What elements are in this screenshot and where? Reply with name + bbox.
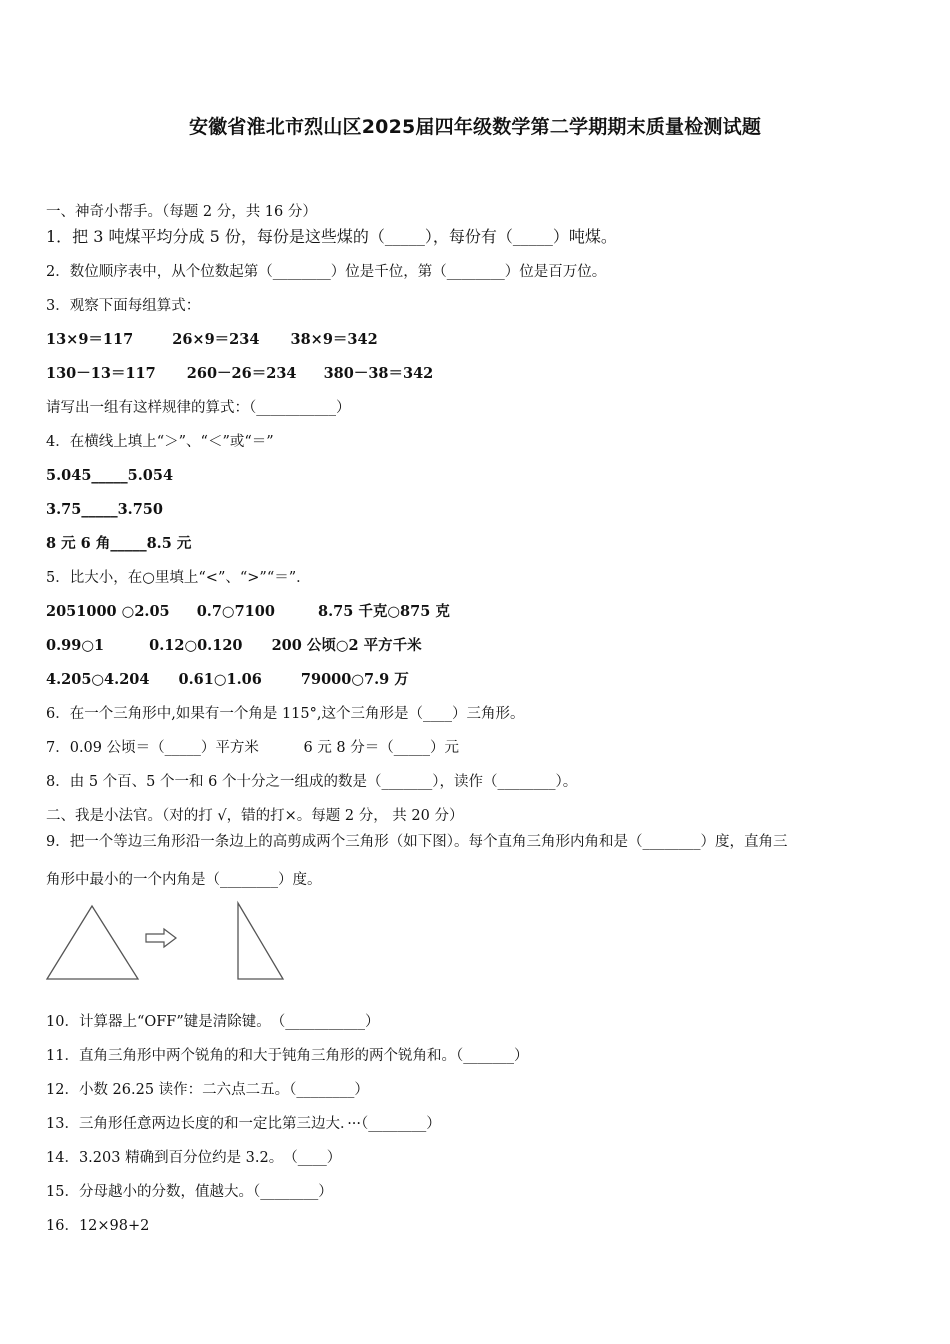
formula: 260－26＝234 [186, 365, 297, 382]
right-triangle [238, 903, 283, 979]
equilateral-triangle [47, 906, 138, 979]
question-7 [46, 738, 459, 758]
compare-item: 4.205○4.204 [46, 671, 150, 688]
question-12: 12．小数 26.25 读作：二六点二五。（________） [46, 1082, 369, 1098]
question-4-item: 5.045_____5.054 [46, 467, 174, 484]
compare-item: 0.7○7100 [196, 603, 275, 620]
question-6: 6．在一个三角形中,如果有一个角是 115°,这个三角形是（____）三角形。 [46, 706, 525, 722]
question-5-row3 [46, 670, 409, 690]
question-11: 11．直角三角形中两个锐角的和大于钝角三角形的两个锐角和。（_______） [46, 1048, 529, 1064]
question-9-line2: 角形中最小的一个内角是（________）度。 [46, 872, 322, 888]
compare-item: 79000○7.9 万 [300, 671, 409, 688]
question-7-part-b: 6 元 8 分＝（_____）元 [303, 740, 460, 756]
page-title: 安徽省淮北市烈山区2025届四年级数学第二学期期末质量检测试题 [188, 116, 762, 138]
question-5-stem: 5．比大小，在○里填上“<”、“>”“＝”． [46, 570, 311, 586]
compare-item: 0.61○1.06 [178, 671, 262, 688]
question-2: 2．数位顺序表中，从个位数起第（________）位是千位，第（________）位是百万位。 [46, 264, 607, 280]
question-5-row1 [46, 602, 450, 622]
question-9-line1: 9．把一个等边三角形沿一条边上的高剪成两个三角形（如下图）。每个直角三角形内角和是（________）度，直角三 [46, 834, 788, 850]
compare-item: 200 公顷○2 平方千米 [271, 637, 422, 654]
compare-item: 2051000 ○2.05 [46, 603, 170, 620]
formula: 380－38＝342 [323, 365, 434, 382]
question-10: 10．计算器上“OFF”键是清除键。 （___________） [46, 1014, 380, 1030]
question-13: 13．三角形任意两边长度的和一定比第三边大．···（________） [46, 1116, 441, 1132]
section1-heading: 一、神奇小帮手。（每题 2 分，共 16 分） [46, 204, 317, 220]
section2-heading: 二、我是小法官。（对的打 √，错的打×。每题 2 分， 共 20 分） [46, 808, 464, 824]
question-15: 15．分母越小的分数，值越大。（________） [46, 1184, 333, 1200]
question-3-row1 [46, 330, 378, 350]
formula: 38×9＝342 [290, 331, 378, 348]
compare-item: 0.12○0.120 [149, 637, 243, 654]
question-4-item: 8 元 6 角_____8.5 元 [46, 535, 192, 552]
question-8: 8．由 5 个百、5 个一和 6 个十分之一组成的数是（_______），读作（________）。 [46, 774, 578, 790]
question-1: 1．把 3 吨煤平均分成 5 份，每份是这些煤的（_____），每份有（_____）吨煤。 [46, 227, 617, 246]
compare-item: 8.75 千克○875 克 [318, 603, 450, 620]
triangle-cut-figure [40, 898, 300, 988]
question-5-row2 [46, 636, 422, 656]
question-3-stem: 3．观察下面每组算式： [46, 298, 201, 314]
formula: 26×9＝234 [172, 331, 260, 348]
question-16: 16．12×98+2 [46, 1218, 150, 1234]
question-4-stem: 4．在横线上填上“＞”、“＜”或“＝” [46, 434, 274, 450]
question-4-item: 3.75_____3.750 [46, 501, 163, 518]
formula: 13×9＝117 [46, 331, 134, 348]
formula: 130－13＝117 [46, 365, 156, 382]
arrow-right-icon [146, 929, 176, 947]
question-3-row2 [46, 364, 433, 384]
question-14: 14．3.203 精确到百分位约是 3.2。 （____） [46, 1150, 342, 1166]
question-3-ask: 请写出一组有这样规律的算式：（___________） [46, 400, 351, 416]
question-7-part-a: 7．0.09 公顷＝（_____）平方米 [46, 740, 259, 756]
compare-item: 0.99○1 [46, 637, 105, 654]
